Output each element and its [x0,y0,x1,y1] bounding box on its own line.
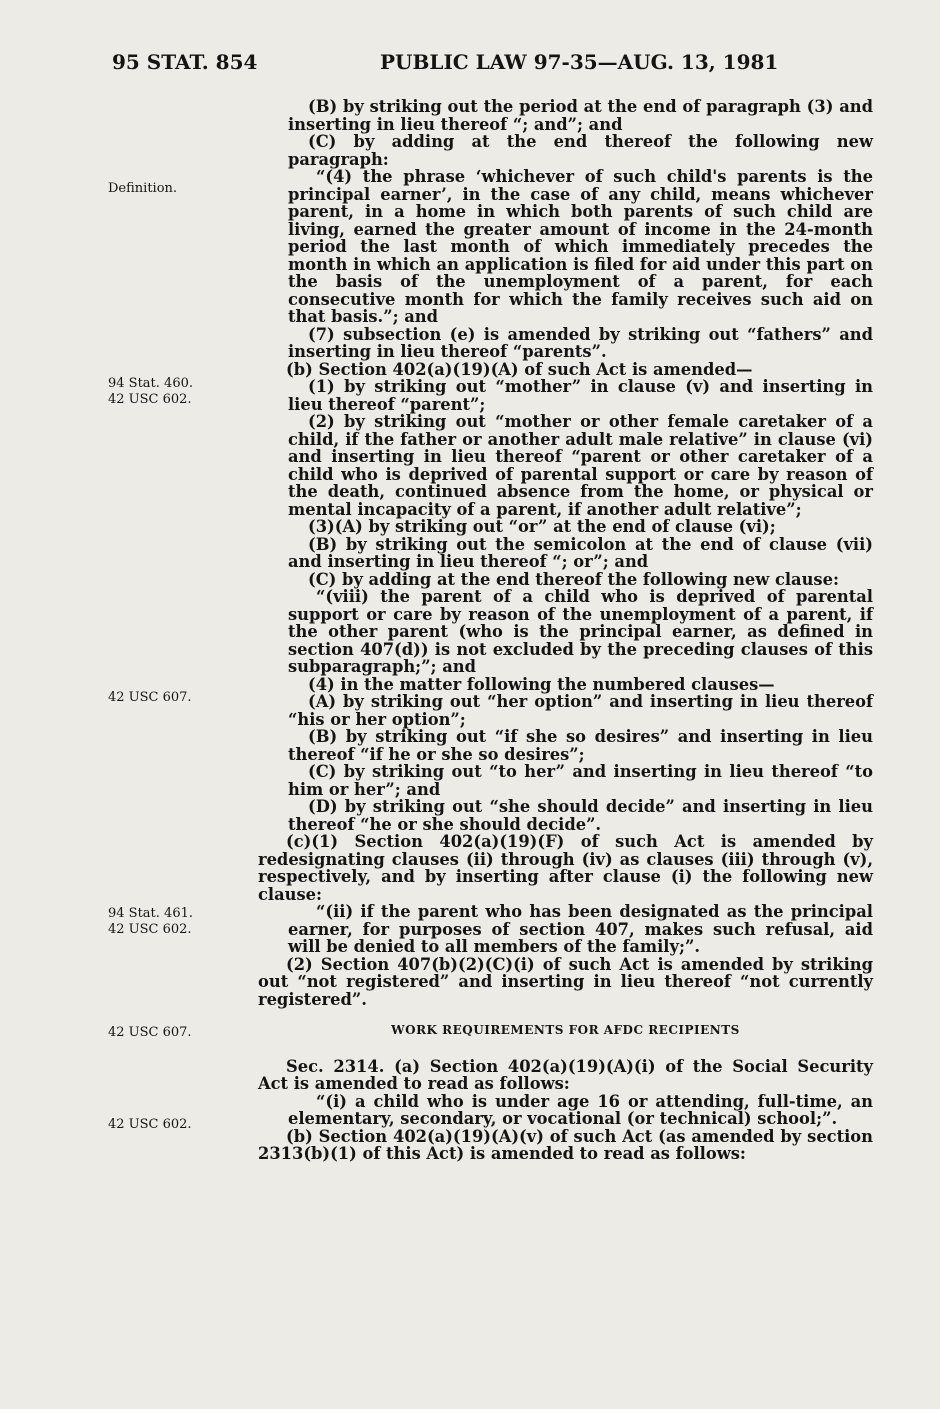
paragraph: (7) subsection (e) is amended by striking out “fathers” and inserting in lieu thereof “parents”. [288,324,873,361]
paragraph: “(i) a child who is under age 16 or attending, full-time, an elementary, secondary, or vocational (or technical) school;”. [288,1091,873,1128]
margin-note-definition: Definition. [108,181,178,196]
paragraph: Sec. 2314. (a) Section 402(a)(19)(A)(i) of the Social Security Act is amended to read as follows: [258,1056,873,1093]
paragraph: (b) Section 402(a)(19)(A)(v) of such Act (as amended by section 2313(b)(1) of this Act) is amended to read as follows: [258,1126,873,1163]
statute-body [258,98,873,1163]
margin-note-42-usc-602: 42 USC 602. [108,1117,192,1132]
paragraph: (C) by adding at the end thereof the following new paragraph: [288,132,873,169]
paragraph: (B) by striking out the semicolon at the end of clause (vii) and inserting in lieu thereof “; or”; and [288,534,873,571]
paragraph: (B) by striking out “if she so desires” and inserting in lieu thereof “if he or she so desires”; [288,727,873,764]
page-title: PUBLIC LAW 97-35—AUG. 13, 1981 [380,50,779,74]
paragraph: (C) by adding at the end thereof the following new clause: [308,569,839,589]
paragraph: (C) by striking out “to her” and inserting in lieu thereof “to him or her”; and [288,762,873,799]
paragraph: (4) in the matter following the numbered clauses— [308,674,775,694]
paragraph: (2) by striking out “mother or other female caretaker of a child, if the father or another adult male relative” in clause (vi) and inserting in lieu thereof “parent or other caretaker of a child who is deprived of parental support or care by reason of the death, continued absence from the home, or physical or mental incapacity of a parent, if another adult relative”; [288,412,873,519]
paragraph: (2) Section 407(b)(2)(C)(i) of such Act is amended by striking out “not registered” and inserting in lieu thereof “not currently registered”. [258,954,873,1009]
paragraph: “(4) the phrase ‘whichever of such child's parents is the principal earner’, in the case of any child, means whichever parent, in a home in which both parents of such child are living, earned the greater amount of income in the 24-month period the last month of which immediately precedes the month in which an application is filed for aid under this part on the basis of the unemployment of a parent, for each consecutive month for which the family receives such aid on that basis.”; and [288,167,873,326]
paragraph: (D) by striking out “she should decide” and inserting in lieu thereof “he or she should decide”. [288,797,873,834]
paragraph: “(viii) the parent of a child who is deprived of parental support or care by reason of the unemployment of a parent, if the other parent (who is the principal earner, as defined in section 407(d)) is not excluded by the preceding clauses of this subparagraph;”; and [288,587,873,676]
section-heading: WORK REQUIREMENTS FOR AFDC RECIPIENTS [391,1023,740,1037]
margin-note-94-stat-461: 94 Stat. 461. [108,906,193,921]
paragraph: “(ii) if the parent who has been designated as the principal earner, for purposes of section 407, makes such refusal, aid will be denied to all members of the family;”. [288,902,873,956]
paragraph: (b) Section 402(a)(19)(A) of such Act is amended— [286,359,753,379]
margin-note-94-stat-460: 94 Stat. 460. [108,376,193,391]
margin-note-42-usc-602: 42 USC 602. [108,392,192,407]
paragraph: (c)(1) Section 402(a)(19)(F) of such Act is amended by redesignating clauses (ii) through (iv) as clauses (iii) through (v), respectively, and by inserting after clause (i) the following new clause: [258,832,873,904]
margin-note-42-usc-602: 42 USC 602. [108,922,192,937]
paragraph: (A) by striking out “her option” and inserting in lieu thereof “his or her option”; [288,692,873,729]
paragraph: (3)(A) by striking out “or” at the end of clause (vi); [308,517,776,536]
margin-note-42-usc-607: 42 USC 607. [108,690,192,705]
paragraph: (B) by striking out the period at the end of paragraph (3) and inserting in lieu thereof “; and”; and [288,97,873,134]
margin-note-42-usc-607: 42 USC 607. [108,1025,192,1040]
statute-page-number: 95 STAT. 854 [112,50,258,74]
paragraph: (1) by striking out “mother” in clause (v) and inserting in lieu thereof “parent”; [288,377,873,414]
